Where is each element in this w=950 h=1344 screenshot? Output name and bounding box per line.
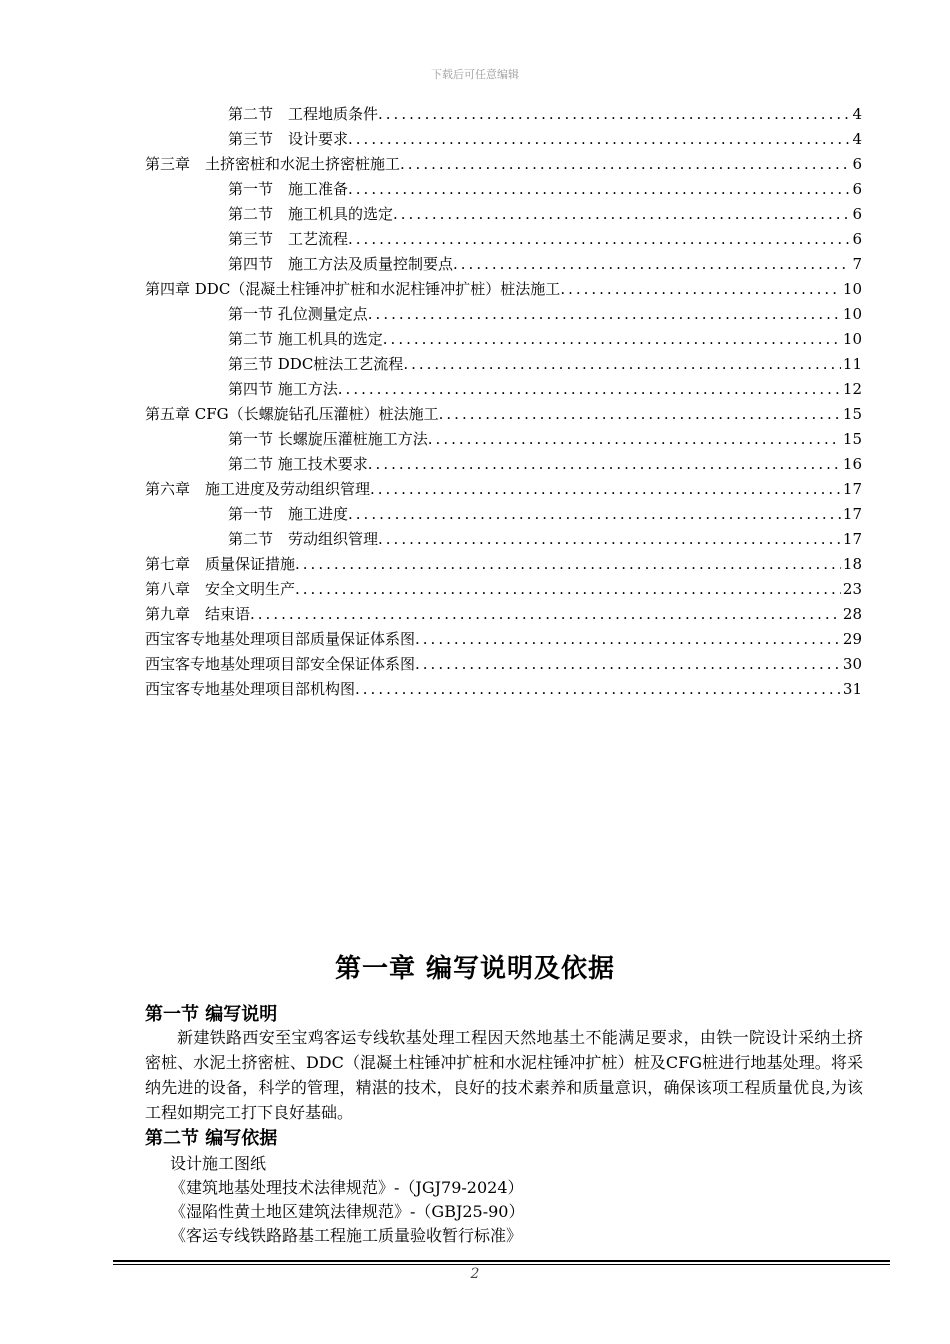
toc-entry-page: 15: [842, 405, 862, 423]
toc-entry-title: 第四章 DDC（混凝土柱锤冲扩桩和水泥柱锤冲扩桩）桩法施工: [145, 280, 561, 298]
toc-entry-title: 第三节 DDC桩法工艺流程: [228, 355, 404, 373]
toc-entry-page: 28: [842, 605, 862, 623]
toc-entry-title: 第一节 施工进度: [228, 505, 349, 523]
toc-leader-dots: [415, 630, 841, 648]
toc-entry: [228, 503, 862, 527]
toc-entry-title: 第三章 土挤密桩和水泥土挤密桩施工: [145, 155, 401, 173]
toc-leader-dots: [403, 355, 841, 373]
toc-entry-title: 第二节 工程地质条件: [228, 105, 379, 123]
footer-rule-thin: [113, 1264, 890, 1265]
toc-entry-page: 7: [852, 255, 862, 273]
toc-entry-title: 第二节 施工技术要求: [228, 455, 368, 473]
footer-rule: [113, 1260, 890, 1262]
toc-entry-page: 10: [842, 330, 862, 348]
toc-leader-dots: [560, 280, 841, 298]
toc-entry-title: 第一节 孔位测量定点: [228, 305, 368, 323]
chapter-title: 第一章 编写说明及依据: [334, 954, 616, 984]
toc-entry-page: 6: [852, 155, 862, 173]
toc-entry: [145, 628, 862, 652]
toc-entry-page: 15: [842, 430, 862, 448]
toc-entry-page: 17: [842, 530, 862, 548]
toc-entry: [228, 228, 862, 252]
toc-entry-page: 30: [842, 655, 862, 673]
toc-entry: [145, 553, 862, 577]
toc-leader-dots: [383, 330, 841, 348]
toc-entry-page: 11: [842, 355, 862, 373]
toc-entry: [145, 678, 862, 702]
toc-leader-dots: [368, 455, 841, 473]
reference-item: 《建筑地基处理技术法律规范》-（JGJ79-2024）: [170, 1178, 524, 1197]
reference-item: 《湿陷性黄土地区建筑法律规范》-（GBJ25-90）: [170, 1202, 525, 1221]
section-1-body: 新建铁路西安至宝鸡客运专线软基处理工程因天然地基土不能满足要求，由铁一院设计采纳土挤密桩、水泥土挤密桩、DDC（混凝土柱锤冲扩桩和水泥柱锤冲扩桩）桩及CFG桩进行地基处理。将采纳先进的设备，科学的管理，精湛的技术，良好的技术素养和质量意识，确保该项工程质量优良,为该工程如期完工打下良好基础。: [145, 1028, 863, 1122]
toc-leader-dots: [415, 655, 841, 673]
toc-entry: [228, 353, 862, 377]
toc-leader-dots: [439, 405, 841, 423]
toc-entry-title: 第四节 施工方法: [228, 380, 338, 398]
toc-leader-dots: [338, 380, 841, 398]
toc-entry: [228, 128, 862, 152]
toc-entry-title: 第二节 劳动组织管理: [228, 530, 379, 548]
toc-entry-page: 29: [842, 630, 862, 648]
watermark: 下载后可任意编辑: [431, 68, 519, 81]
reference-item: 设计施工图纸: [170, 1154, 267, 1173]
toc-entry-title: 第四节 施工方法及质量控制要点: [228, 255, 454, 273]
toc-entry: [145, 578, 862, 602]
toc-entry-title: 第七章 质量保证措施: [145, 555, 296, 573]
toc-entry: [145, 603, 862, 627]
toc-entry-title: 第八章 安全文明生产: [145, 580, 296, 598]
toc-entry: [228, 428, 862, 452]
toc-entry-page: 4: [852, 105, 862, 123]
toc-entry: [145, 653, 862, 677]
toc-entry-page: 16: [842, 455, 862, 473]
toc-leader-dots: [378, 530, 841, 548]
toc-entry-page: 6: [852, 230, 862, 248]
toc-entry: [145, 478, 862, 502]
toc-entry-title: 第三节 设计要求: [228, 130, 349, 148]
toc-entry: [228, 253, 862, 277]
toc-entry: [228, 453, 862, 477]
toc-leader-dots: [348, 180, 850, 198]
toc-entry-page: 6: [852, 205, 862, 223]
toc-leader-dots: [348, 505, 841, 523]
toc-leader-dots: [428, 430, 841, 448]
toc-leader-dots: [348, 230, 850, 248]
toc-entry-title: 西宝客专地基处理项目部质量保证体系图: [145, 630, 416, 648]
toc-entry-title: 第五章 CFG（长螺旋钻孔压灌桩）桩法施工: [145, 405, 439, 423]
toc-entry-page: 17: [842, 480, 862, 498]
toc-entry-title: 第九章 结束语: [145, 605, 251, 623]
toc-entry-page: 31: [842, 680, 862, 698]
section-title-1: 第一节 编写说明: [145, 1004, 278, 1025]
toc-entry-page: 23: [842, 580, 862, 598]
toc-leader-dots: [355, 680, 841, 698]
page-number: 2: [470, 1266, 480, 1282]
toc-entry: [228, 103, 862, 127]
section-title-2: 第二节 编写依据: [145, 1128, 278, 1149]
toc-entry-page: 18: [842, 555, 862, 573]
toc-leader-dots: [295, 580, 841, 598]
toc-entry-page: 4: [852, 130, 862, 148]
toc-entry-title: 西宝客专地基处理项目部机构图: [145, 680, 356, 698]
toc-leader-dots: [250, 605, 841, 623]
toc-entry: [228, 528, 862, 552]
toc-leader-dots: [348, 130, 850, 148]
toc-entry-page: 10: [842, 305, 862, 323]
toc-leader-dots: [368, 305, 841, 323]
toc-leader-dots: [378, 105, 850, 123]
toc-entry-title: 第一节 施工准备: [228, 180, 349, 198]
toc-entry-title: 第一节 长螺旋压灌桩施工方法: [228, 430, 428, 448]
toc-entry-title: 西宝客专地基处理项目部安全保证体系图: [145, 655, 416, 673]
toc-entry: [228, 328, 862, 352]
toc-entry: [228, 203, 862, 227]
toc-entry: [228, 178, 862, 202]
toc-leader-dots: [453, 255, 850, 273]
toc-entry-page: 12: [842, 380, 862, 398]
toc-leader-dots: [393, 205, 850, 223]
toc-entry-title: 第六章 施工进度及劳动组织管理: [145, 480, 371, 498]
toc-entry-title: 第三节 工艺流程: [228, 230, 349, 248]
toc-entry-page: 10: [842, 280, 862, 298]
toc-entry: [145, 153, 862, 177]
toc-entry: [228, 378, 862, 402]
toc-leader-dots: [400, 155, 850, 173]
toc-entry: [145, 403, 862, 427]
toc-leader-dots: [295, 555, 841, 573]
toc-entry-title: 第二节 施工机具的选定: [228, 205, 394, 223]
toc-entry-page: 17: [842, 505, 862, 523]
toc-entry-page: 6: [852, 180, 862, 198]
toc-entry-title: 第二节 施工机具的选定: [228, 330, 383, 348]
toc-entry: [145, 278, 862, 302]
toc-leader-dots: [370, 480, 841, 498]
reference-item: 《客运专线铁路路基工程施工质量验收暂行标准》: [170, 1226, 523, 1245]
toc-entry: [228, 303, 862, 327]
